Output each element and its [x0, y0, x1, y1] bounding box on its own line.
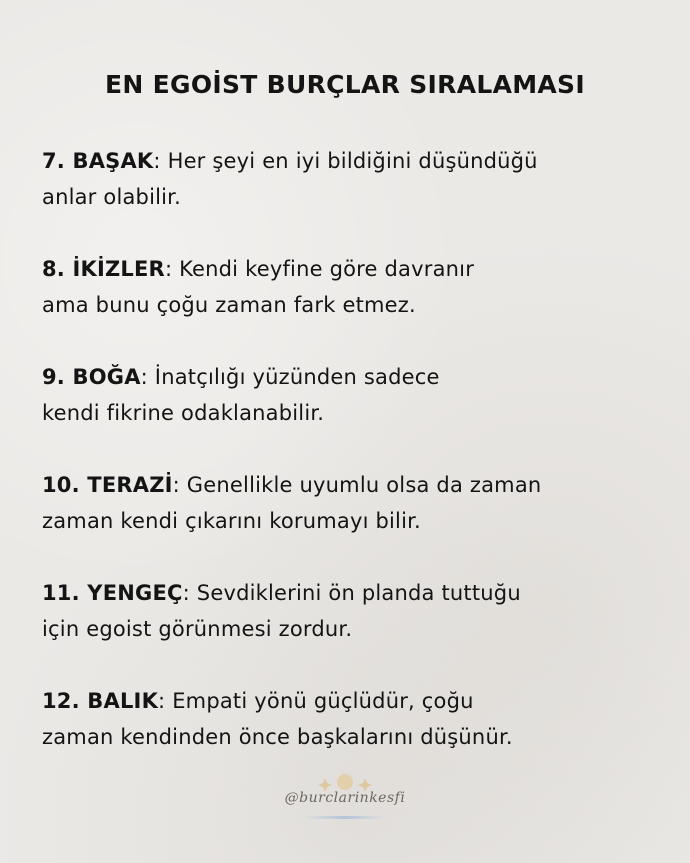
entry-second-line: için egoist görünmesi zordur. — [42, 617, 353, 641]
entry-first-line — [42, 575, 662, 611]
entry-second-line: ama bunu çoğu zaman fark etmez. — [42, 293, 416, 317]
watermark-handle: @burclarinkesfi — [284, 790, 406, 806]
entry-first-line — [42, 251, 662, 287]
entry-description: : Sevdiklerini ön planda tuttuğu — [182, 581, 521, 605]
sign-name: 8. İKİZLER — [42, 257, 165, 281]
list-item — [42, 575, 662, 647]
entry-description: : Empati yönü güçlüdür, çoğu — [158, 689, 474, 713]
sign-name: 12. BALIK — [42, 689, 159, 713]
watermark — [0, 768, 690, 838]
entry-description: : Genellikle uyumlu olsa da zaman — [172, 473, 542, 497]
entry-description: : Kendi keyfine göre davranır — [164, 257, 475, 281]
list-item — [42, 467, 662, 539]
ranking-list — [42, 143, 662, 791]
entry-description: : Her şeyi en iyi bildiğini düşündüğü — [153, 149, 538, 173]
list-item — [42, 359, 662, 431]
entry-first-line — [42, 683, 662, 719]
list-item — [42, 251, 662, 323]
sign-name: 7. BAŞAK — [42, 149, 154, 173]
sign-name: 9. BOĞA — [42, 365, 141, 389]
entry-second-line: anlar olabilir. — [42, 185, 181, 209]
entry-first-line — [42, 467, 662, 503]
entry-second-line: zaman kendi çıkarını korumayı bilir. — [42, 509, 421, 533]
sign-name: 11. YENGEÇ — [42, 581, 183, 605]
page-title: EN EGOİST BURÇLAR SIRALAMASI — [105, 70, 585, 99]
entry-second-line: kendi fikrine odaklanabilir. — [42, 401, 325, 425]
list-item — [42, 683, 662, 755]
list-item — [42, 143, 662, 215]
entry-first-line — [42, 143, 662, 179]
sign-name: 10. TERAZİ — [42, 473, 173, 497]
entry-description: : İnatçılığı yüzünden sadece — [140, 365, 440, 389]
entry-second-line: zaman kendinden önce başkalarını düşünür. — [42, 725, 513, 749]
entry-first-line — [42, 359, 662, 395]
